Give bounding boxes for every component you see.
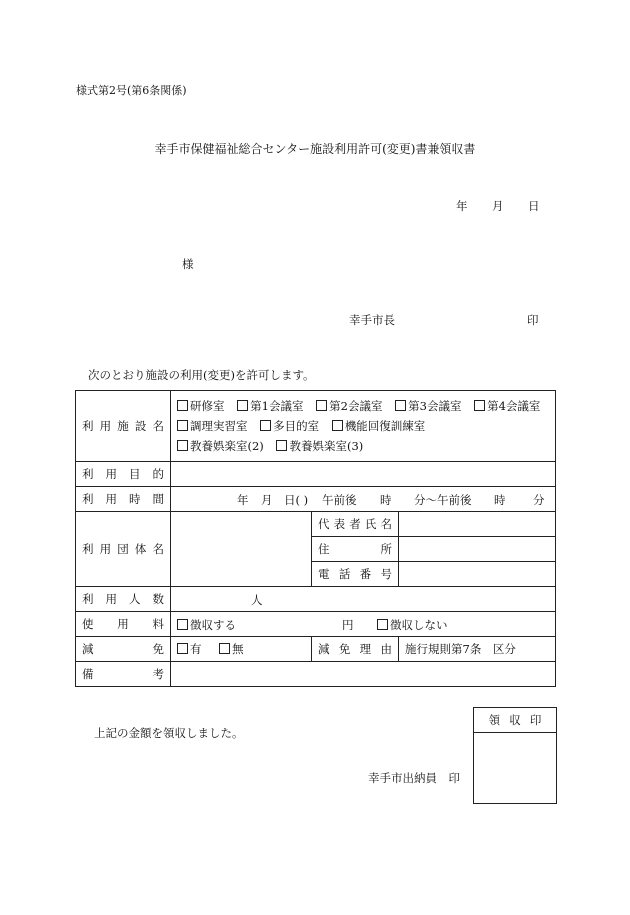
fee-label: 使 用 料 [76,612,171,637]
group-row-rep [76,512,556,537]
facility-options [171,391,556,462]
checkbox-recreation2[interactable]: 教養娯楽室(2) [177,439,264,453]
group-name-field[interactable] [171,512,312,587]
reduction-rule[interactable]: 施行規則第7条 区分 [399,637,556,662]
addressee-suffix: 様 [182,257,194,271]
remarks-row [76,662,556,687]
fee-yen: 円 [342,618,354,632]
receipt-text: 上記の金額を領収しました。 [94,726,244,740]
issuer-name: 幸手市長 [349,313,395,327]
form-number: 様式第2号(第6条関係) [76,84,187,97]
purpose-field[interactable] [171,462,556,487]
checkbox-recreation3[interactable]: 教養娯楽室(3) [276,439,363,453]
fee-row [76,612,556,637]
treasurer-seal: 幸手市出納員 印 [368,771,460,785]
remarks-field[interactable] [171,662,556,687]
facility-row [76,391,556,462]
time-field[interactable]: 年 月 日( ) 午前後 時 分〜午前後 時 分 [171,487,556,512]
date-day: 日 [528,199,540,213]
reduction-reason-label: 減 免 理 由 [312,637,399,662]
checkbox-cooking[interactable]: 調理実習室 [177,419,248,433]
reduction-row [76,637,556,662]
checkbox-multipurpose[interactable]: 多目的室 [260,419,319,433]
document-title: 幸手市保健福祉総合センター施設利用許可(変更)書兼領収書 [154,142,476,156]
time-label: 利 用 時 間 [76,487,171,512]
phone-label: 電 話 番 号 [312,562,399,587]
checkbox-conf4[interactable]: 第4会議室 [474,399,540,413]
date-month: 月 [492,199,504,213]
checkbox-reduction-no[interactable]: 無 [219,642,244,656]
reduction-label: 減 免 [76,637,171,662]
receipt-stamp-label: 領 収 印 [474,708,556,733]
time-row [76,487,556,512]
count-unit: 人 [251,593,263,607]
checkbox-conf1[interactable]: 第1会議室 [237,399,303,413]
reduction-options [171,637,312,662]
checkbox-conf3[interactable]: 第3会議室 [395,399,461,413]
purpose-label: 利 用 目 的 [76,462,171,487]
address-label: 住 所 [312,537,399,562]
intro-text: 次のとおり施設の利用(変更)を許可します。 [88,368,315,382]
checkbox-rehab[interactable]: 機能回復訓練室 [332,419,426,433]
date-year: 年 [456,199,468,213]
issuer-seal: 印 [527,313,539,327]
rep-label: 代 表 者 氏 名 [312,512,399,537]
remarks-label: 備 考 [76,662,171,687]
checkbox-kenshu[interactable]: 研修室 [177,399,225,413]
count-row [76,587,556,612]
receipt-stamp-box [473,707,557,804]
purpose-row [76,462,556,487]
rep-field[interactable] [399,512,556,537]
facility-label: 利 用 施 設 名 [76,391,171,462]
fee-field [171,612,556,637]
phone-field[interactable] [399,562,556,587]
checkbox-reduction-yes[interactable]: 有 [177,642,202,656]
checkbox-collect[interactable]: 徴収する [177,617,236,633]
address-field[interactable] [399,537,556,562]
count-label: 利 用 人 数 [76,587,171,612]
count-field[interactable] [171,587,556,612]
group-label: 利 用 団 体 名 [76,512,171,587]
checkbox-conf2[interactable]: 第2会議室 [316,399,382,413]
permit-table [75,390,556,687]
checkbox-no-collect[interactable]: 徴収しない [377,617,448,633]
